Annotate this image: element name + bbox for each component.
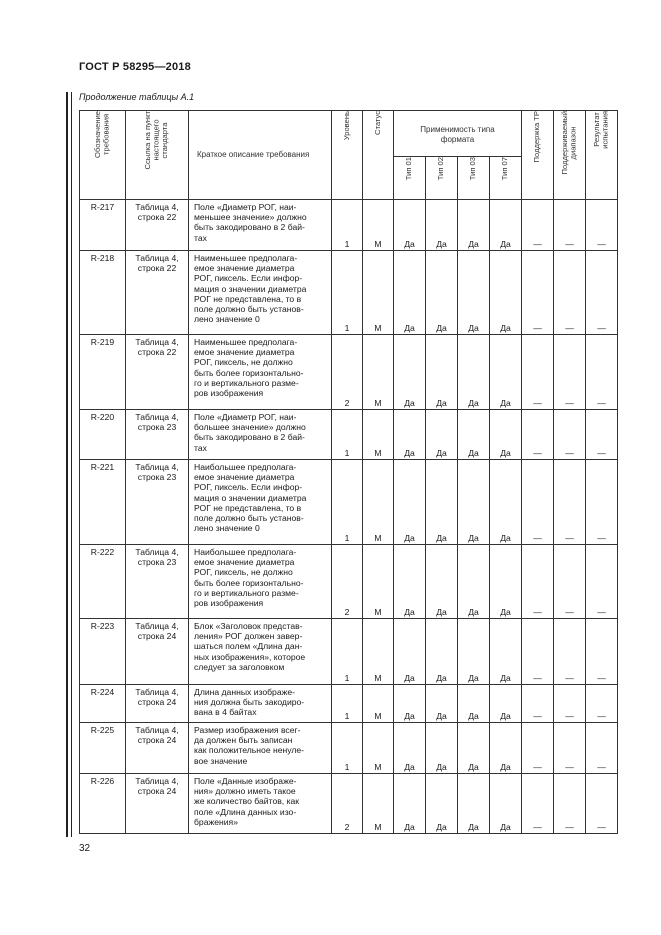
table-row (80, 200, 618, 251)
supported-range: — (554, 251, 586, 335)
type07-applicability: Да (490, 410, 522, 460)
requirement-ref: Таблица 4, строка 22 (126, 200, 189, 251)
requirement-status: М (363, 723, 394, 774)
requirement-status: М (363, 545, 394, 619)
page-number: 32 (79, 843, 91, 854)
requirement-id: R-223 (80, 619, 126, 685)
requirement-status: М (363, 774, 394, 834)
type03-applicability: Да (458, 774, 490, 834)
test-result: — (586, 410, 618, 460)
type07-applicability: Да (490, 774, 522, 834)
header-type02: Тип 02 (426, 157, 458, 200)
requirement-ref: Таблица 4, строка 24 (126, 685, 189, 723)
header-description: Краткое описание требования (189, 111, 332, 200)
type02-applicability: Да (426, 685, 458, 723)
type02-applicability: Да (426, 335, 458, 410)
header-type03: Тип 03 (458, 157, 490, 200)
requirement-level: 1 (332, 200, 363, 251)
type02-applicability: Да (426, 460, 458, 545)
type01-applicability: Да (394, 251, 426, 335)
left-margin-bar (66, 92, 68, 837)
requirement-level: 1 (332, 460, 363, 545)
type07-applicability: Да (490, 723, 522, 774)
requirement-description: Наибольшее предполага- емое значение диаметра РОГ, пиксель. Если инфор- мация о значении диаметра РОГ не представлена, то в поле должно быть установ- лено значение 0 (189, 460, 332, 545)
requirement-level: 1 (332, 251, 363, 335)
requirement-id: R-226 (80, 774, 126, 834)
header-applicability: Применимость типа формата (394, 111, 522, 157)
requirement-status: М (363, 460, 394, 545)
tr-support: — (522, 545, 554, 619)
test-result: — (586, 335, 618, 410)
type03-applicability: Да (458, 200, 490, 251)
requirement-description: Размер изображения всег- да должен быть записан как положительное ненуле- вое значение (189, 723, 332, 774)
requirement-ref: Таблица 4, строка 23 (126, 410, 189, 460)
requirement-ref: Таблица 4, строка 23 (126, 545, 189, 619)
requirement-ref: Таблица 4, строка 24 (126, 774, 189, 834)
requirement-level: 1 (332, 410, 363, 460)
type02-applicability: Да (426, 251, 458, 335)
requirement-ref: Таблица 4, строка 22 (126, 335, 189, 410)
test-result: — (586, 200, 618, 251)
requirement-id: R-220 (80, 410, 126, 460)
requirement-ref: Таблица 4, строка 22 (126, 251, 189, 335)
requirement-level: 2 (332, 774, 363, 834)
test-result: — (586, 619, 618, 685)
table-row (80, 335, 618, 410)
type01-applicability: Да (394, 410, 426, 460)
type02-applicability: Да (426, 410, 458, 460)
table-row (80, 545, 618, 619)
tr-support: — (522, 774, 554, 834)
supported-range: — (554, 335, 586, 410)
header-status: Статус (363, 111, 394, 200)
requirement-level: 1 (332, 619, 363, 685)
supported-range: — (554, 619, 586, 685)
requirement-description: Поле «Диаметр РОГ, наи- большее значение» должно быть закодировано в 2 бай- тах (189, 410, 332, 460)
type01-applicability: Да (394, 723, 426, 774)
tr-support: — (522, 685, 554, 723)
type01-applicability: Да (394, 335, 426, 410)
requirement-description: Наименьшее предполага- емое значение диаметра РОГ, пиксель. Если инфор- мация о значении диаметра РОГ не представлена, то в поле должно быть установ- лено значение 0 (189, 251, 332, 335)
supported-range: — (554, 545, 586, 619)
table-row (80, 723, 618, 774)
requirement-ref: Таблица 4, строка 23 (126, 460, 189, 545)
requirement-status: М (363, 335, 394, 410)
requirement-status: М (363, 200, 394, 251)
left-margin-bar-thin (71, 92, 72, 837)
test-result: — (586, 460, 618, 545)
type02-applicability: Да (426, 200, 458, 251)
type03-applicability: Да (458, 545, 490, 619)
type07-applicability: Да (490, 619, 522, 685)
supported-range: — (554, 200, 586, 251)
requirement-id: R-222 (80, 545, 126, 619)
tr-support: — (522, 460, 554, 545)
requirement-level: 2 (332, 545, 363, 619)
type01-applicability: Да (394, 200, 426, 251)
test-result: — (586, 774, 618, 834)
requirement-id: R-217 (80, 200, 126, 251)
header-ref: Ссылка на пункт настоящего стандарта (126, 111, 189, 200)
tr-support: — (522, 335, 554, 410)
requirement-ref: Таблица 4, строка 24 (126, 723, 189, 774)
header-tr-support: Поддержка ТР (522, 111, 554, 200)
type07-applicability: Да (490, 460, 522, 545)
requirement-ref: Таблица 4, строка 24 (126, 619, 189, 685)
type03-applicability: Да (458, 685, 490, 723)
table-row (80, 619, 618, 685)
tr-support: — (522, 619, 554, 685)
header-range: Поддерживаемый диапазон (554, 111, 586, 200)
tr-support: — (522, 410, 554, 460)
type03-applicability: Да (458, 335, 490, 410)
header-result: Результат испытания (586, 111, 618, 200)
test-result: — (586, 251, 618, 335)
type07-applicability: Да (490, 545, 522, 619)
type03-applicability: Да (458, 723, 490, 774)
requirement-description: Поле «Диаметр РОГ, наи- меньшее значение» должно быть закодировано в 2 бай- тах (189, 200, 332, 251)
requirement-id: R-225 (80, 723, 126, 774)
supported-range: — (554, 723, 586, 774)
tr-support: — (522, 251, 554, 335)
type02-applicability: Да (426, 774, 458, 834)
standard-title: ГОСТ Р 58295—2018 (79, 61, 191, 73)
type07-applicability: Да (490, 200, 522, 251)
requirement-description: Длина данных изображе- ния должна быть закодиро- вана в 4 байтах (189, 685, 332, 723)
supported-range: — (554, 774, 586, 834)
supported-range: — (554, 685, 586, 723)
header-level: Уровень (332, 111, 363, 200)
requirement-description: Наименьшее предполага- емое значение диаметра РОГ, пиксель, не должно быть более горизонтально- го и вертикального разме- ров изображения (189, 335, 332, 410)
requirement-description: Блок «Заголовок представ- ления» РОГ должен завер- шаться полем «Длина дан- ных изображения», которое следует за заголовком (189, 619, 332, 685)
requirement-id: R-224 (80, 685, 126, 723)
requirement-id: R-219 (80, 335, 126, 410)
requirements-table (79, 110, 618, 834)
type07-applicability: Да (490, 685, 522, 723)
requirement-level: 1 (332, 685, 363, 723)
table-row (80, 251, 618, 335)
type01-applicability: Да (394, 774, 426, 834)
type02-applicability: Да (426, 545, 458, 619)
type03-applicability: Да (458, 460, 490, 545)
type03-applicability: Да (458, 251, 490, 335)
type01-applicability: Да (394, 545, 426, 619)
requirement-status: М (363, 251, 394, 335)
type01-applicability: Да (394, 460, 426, 545)
type02-applicability: Да (426, 619, 458, 685)
type02-applicability: Да (426, 723, 458, 774)
table-row (80, 410, 618, 460)
table-row (80, 685, 618, 723)
supported-range: — (554, 410, 586, 460)
test-result: — (586, 723, 618, 774)
requirement-id: R-221 (80, 460, 126, 545)
requirement-status: М (363, 410, 394, 460)
type01-applicability: Да (394, 685, 426, 723)
requirement-level: 1 (332, 723, 363, 774)
requirement-id: R-218 (80, 251, 126, 335)
requirement-status: М (363, 685, 394, 723)
test-result: — (586, 685, 618, 723)
header-type01: Тип 01 (394, 157, 426, 200)
requirement-description: Наибольшее предполага- емое значение диаметра РОГ, пиксель, не должно быть более горизонтально- го и вертикального разме- ров изображения (189, 545, 332, 619)
test-result: — (586, 545, 618, 619)
requirement-description: Поле «Данные изображе- ния» должно иметь такое же количество байтов, как поле «Длина данных изо- бражения» (189, 774, 332, 834)
type01-applicability: Да (394, 619, 426, 685)
type07-applicability: Да (490, 251, 522, 335)
type03-applicability: Да (458, 410, 490, 460)
supported-range: — (554, 460, 586, 545)
type07-applicability: Да (490, 335, 522, 410)
header-id: Обозначение требования (80, 111, 126, 200)
header-type07: Тип 07 (490, 157, 522, 200)
table-continuation-caption: Продолжение таблицы А.1 (79, 92, 195, 102)
requirement-level: 2 (332, 335, 363, 410)
type03-applicability: Да (458, 619, 490, 685)
table-row (80, 774, 618, 834)
tr-support: — (522, 200, 554, 251)
tr-support: — (522, 723, 554, 774)
table-row (80, 460, 618, 545)
requirement-status: М (363, 619, 394, 685)
